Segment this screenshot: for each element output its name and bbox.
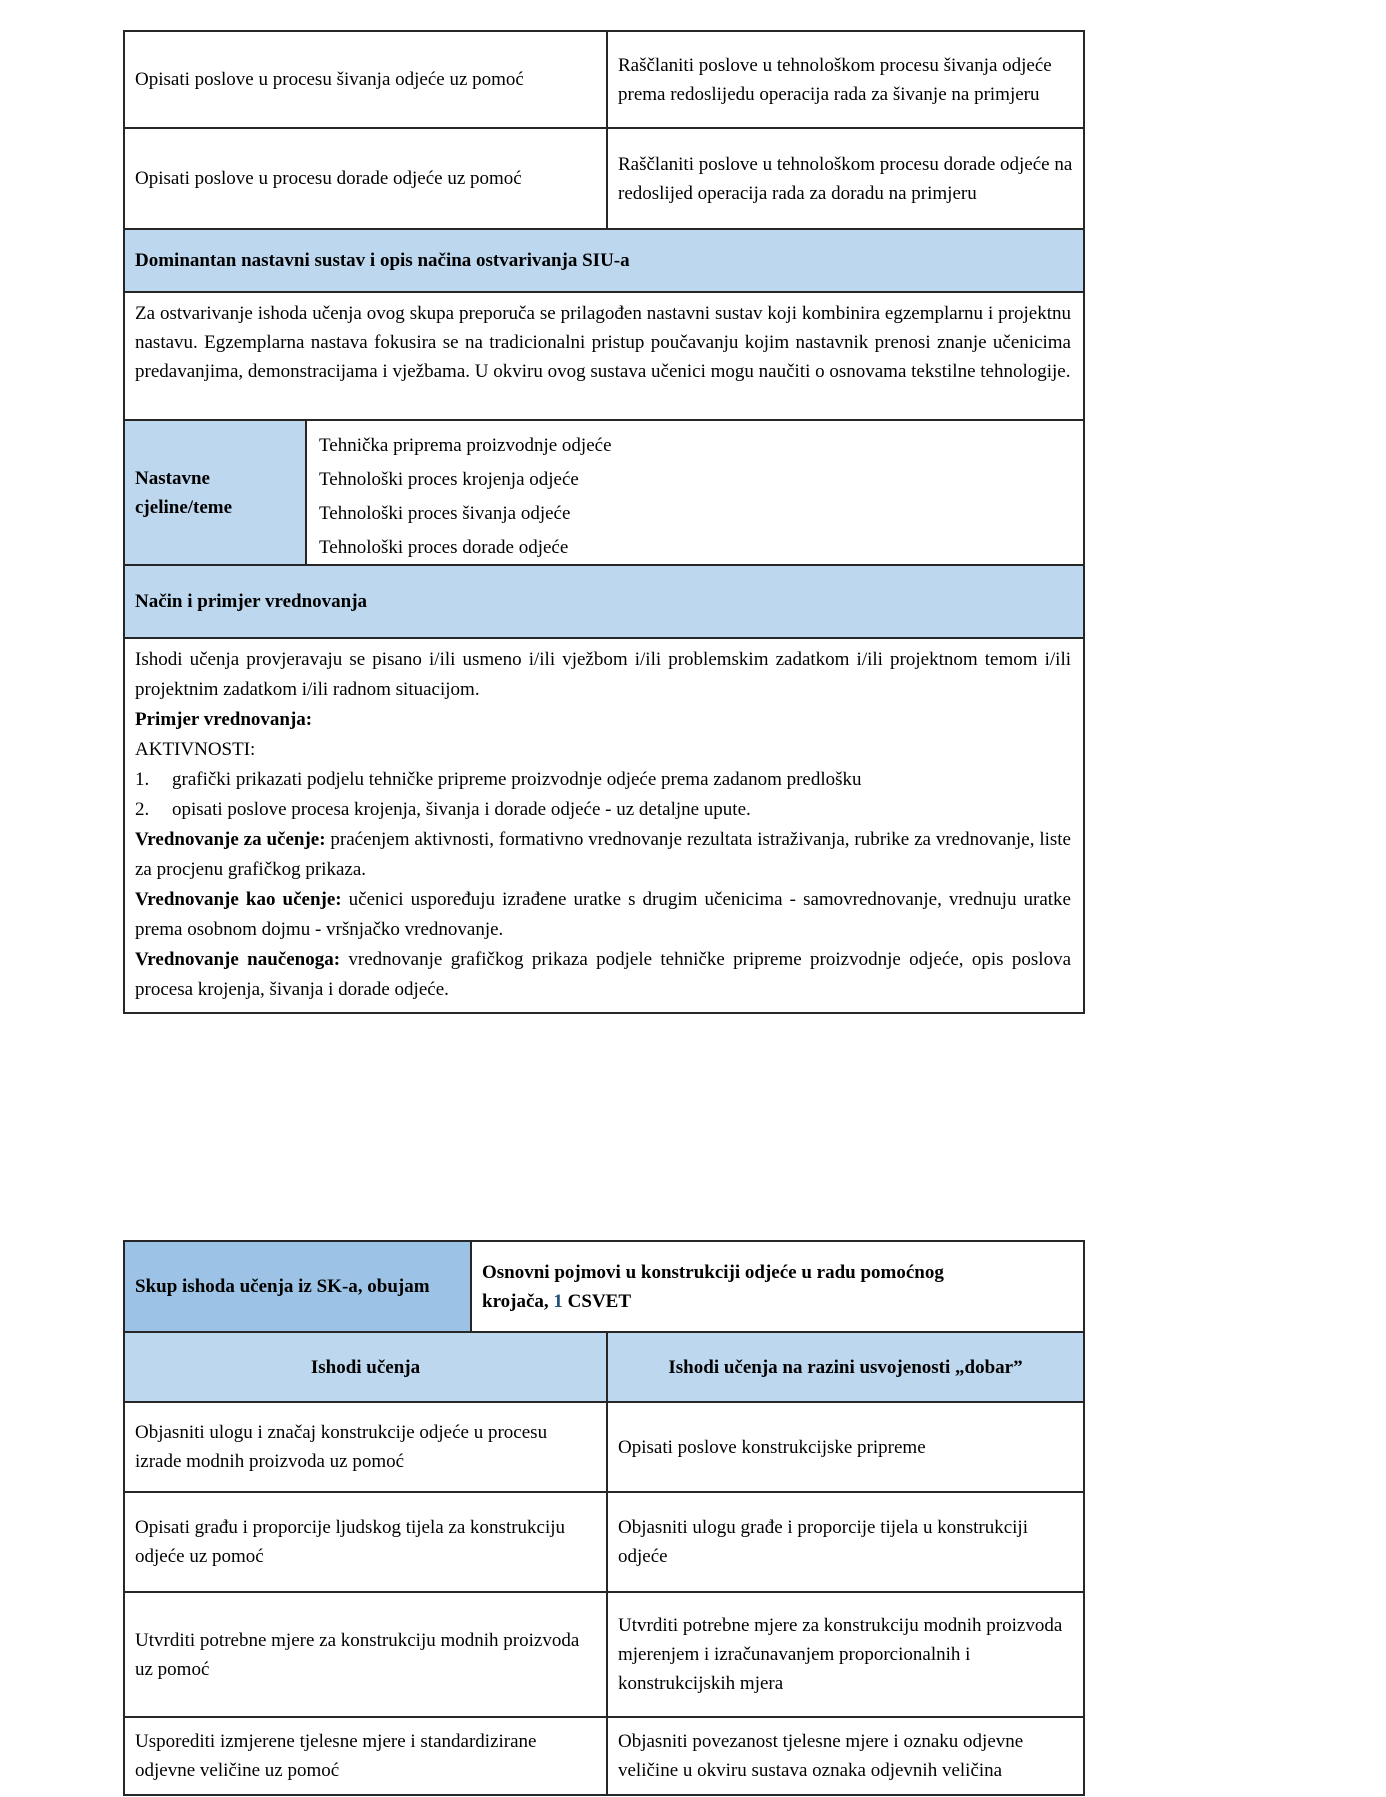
table-row: [125, 1403, 1083, 1493]
outcome-text: Opisati poslove u procesu šivanja odjeće uz pomoć: [135, 69, 524, 90]
table-row: [125, 1242, 1083, 1333]
outcome-right-cell: Opisati poslove konstrukcijske pripreme: [618, 1436, 926, 1458]
evaluation-of-learned: Vrednovanje naučenoga: vrednovanje grafičkog prikaza podjele tehničke pripreme proizvodnje odjeće, opis poslova procesa krojenja, šivanja i dorade odjeće.: [135, 949, 1071, 1000]
activity-text: opisati poslove procesa krojenja, šivanja i dorade odjeće - uz detaljne upute.: [172, 799, 751, 820]
curriculum-table: [123, 30, 1085, 1014]
activity-item: [135, 765, 1071, 795]
activities-label: AKTIVNOSTI:: [135, 739, 256, 760]
table-row: [125, 639, 1083, 1012]
set-label-cell: [125, 1242, 472, 1331]
outcome-detail-text: Raščlaniti poslove u tehnološkom procesu šivanja odjeće prema redoslijedu operacija rada za šivanje na primjeru: [618, 54, 1052, 105]
activity-number: 1.: [135, 769, 150, 790]
outcome-right-cell: Objasniti povezanost tjelesne mjere i oznaku odjevne veličine u okviru sustava oznaka odjevnih veličina: [618, 1731, 1024, 1781]
units-label-text: Nastavne cjeline/teme: [135, 467, 233, 518]
dominant-paragraph: Za ostvarivanje ishoda učenja ovog skupa preporuča se prilagođen nastavni sustav koji kombinira egzemplarnu i projektnu nastavu. Egzemplarna nastava fokusira se na tradicionalni pristup poučavanju kojim nastavnik prenosi znanje učenicima predavanjima, demonstracijama i vježbama. U okviru ovog sustava učenici mogu naučiti o osnovama tekstilne tehnologije.: [135, 303, 1071, 382]
table-row: [125, 1493, 1083, 1593]
evaluation-as-learning: Vrednovanje kao učenje: učenici uspoređuju izrađene uratke s drugim učenicima - samovrednovanje, vrednuju uratke prema osobnom dojmu - vršnjačko vrednovanje.: [135, 889, 1071, 940]
table-row: [125, 293, 1083, 421]
section-header-text: Dominantan nastavni sustav i opis načina ostvarivanja SIU-a: [135, 250, 630, 271]
outcome-detail-text: Raščlaniti poslove u tehnološkom procesu dorade odjeće na redoslijed operacija rada za doradu na primjeru: [618, 153, 1073, 204]
units-list-cell: [307, 421, 1083, 564]
outcome-left-cell: [125, 129, 608, 228]
column-header-outcomes-level: Ishodi učenja na razini usvojenosti „dobar”: [608, 1333, 1083, 1401]
unit-item: Tehnološki proces krojenja odjeće: [319, 469, 579, 490]
outcome-right-cell: Objasniti ulogu građe i proporcije tijela u konstrukciji odjeće: [618, 1517, 1028, 1567]
activity-item: [135, 795, 1071, 825]
table-row: [125, 1718, 1083, 1794]
evaluation-for-learning: Vrednovanje za učenje: praćenjem aktivnosti, formativno vrednovanje rezultata istraživanja, rubrike za vrednovanje, liste za procjenu grafičkog prikaza.: [135, 829, 1071, 880]
outcome-left-cell: Opisati građu i proporcije ljudskog tijela za konstrukciju odjeće uz pomoć: [125, 1493, 608, 1591]
table-row: [125, 566, 1083, 639]
table-header-row: [125, 1333, 1083, 1403]
outcome-left-cell: [125, 32, 608, 127]
activity-number: 2.: [135, 799, 150, 820]
table-row: [125, 421, 1083, 566]
unit-item: Tehnološki proces dorade odjeće: [319, 537, 569, 558]
section-header-text: Način i primjer vrednovanja: [135, 591, 368, 612]
outcome-right-cell: [608, 129, 1083, 228]
set-title-cell: [472, 1242, 1083, 1331]
evaluation-intro: Ishodi učenja provjeravaju se pisano i/ili usmeno i/ili vježbom i/ili problemskim zadatkom i/ili projektnom temom i/ili projektnim zadatkom i/ili radnom situacijom.: [135, 649, 1071, 700]
section-header-dominant: [125, 230, 1083, 291]
outcomes-table: [123, 1240, 1085, 1796]
csvet-volume-number: 1: [553, 1290, 563, 1312]
section-header-evaluation: [125, 566, 1083, 637]
table-row: [125, 32, 1083, 129]
activity-text: grafički prikazati podjelu tehničke pripreme proizvodnje odjeće prema zadanom predlošku: [172, 769, 862, 790]
outcome-left-cell: Utvrditi potrebne mjere za konstrukciju modnih proizvoda uz pomoć: [125, 1593, 608, 1716]
outcome-left-cell: Objasniti ulogu i značaj konstrukcije odjeće u procesu izrade modnih proizvoda uz pomoć: [125, 1403, 608, 1491]
evaluation-example-label: Primjer vrednovanja:: [135, 709, 313, 730]
outcome-text: Opisati poslove u procesu dorade odjeće uz pomoć: [135, 168, 522, 189]
column-header-outcomes: Ishodi učenja: [125, 1333, 608, 1401]
units-label-cell: [125, 421, 307, 564]
outcome-left-cell: Usporediti izmjerene tjelesne mjere i standardizirane odjevne veličine uz pomoć: [125, 1718, 608, 1794]
table-row: [125, 129, 1083, 230]
table-row: [125, 1593, 1083, 1718]
outcome-right-cell: Utvrditi potrebne mjere za konstrukciju modnih proizvoda mjerenjem i izračunavanjem proporcionalnih i konstrukcijskih mjera: [618, 1615, 1063, 1694]
outcome-right-cell: [608, 32, 1083, 127]
unit-item: Tehnička priprema proizvodnje odjeće: [319, 435, 612, 456]
set-label-text: Skup ishoda učenja iz SK-a, obujam: [135, 1276, 430, 1297]
set-title: Osnovni pojmovi u konstrukciji odjeće u radu pomoćnog krojača, 1 CSVET: [482, 1261, 944, 1312]
evaluation-cell: [125, 639, 1083, 1012]
table-row: [125, 230, 1083, 293]
unit-item: Tehnološki proces šivanja odjeće: [319, 503, 571, 524]
